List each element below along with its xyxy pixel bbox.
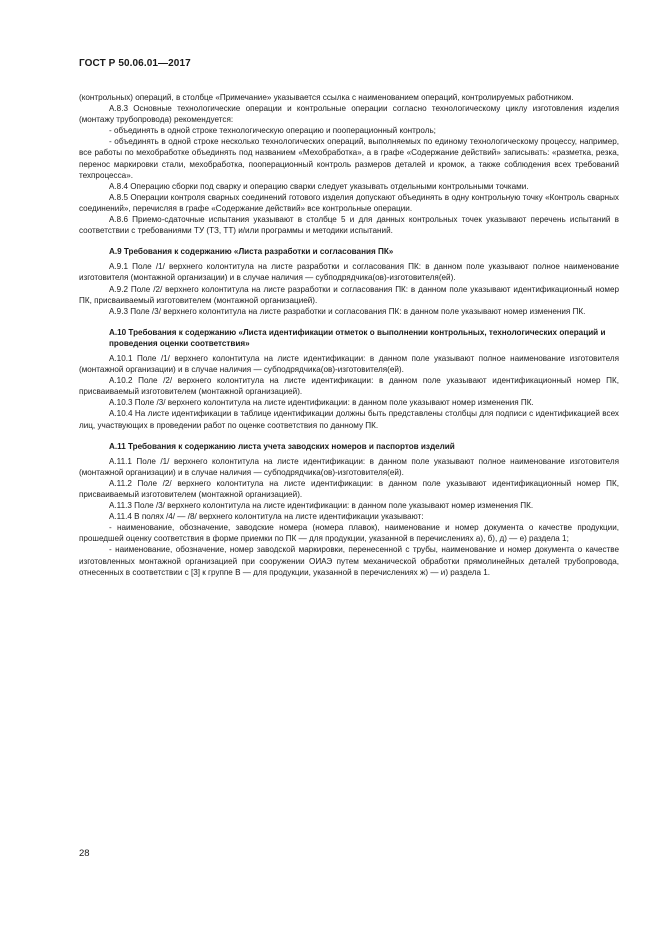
clause-a11-4-list xyxy=(79,522,619,577)
clause-a8-4: А.8.4 Операцию сборки под сварку и операцию сварки следует указывать отдельными контрольными точками. xyxy=(109,181,529,191)
clause-a8-3: А.8.3 Основные технологические операции и контрольные операции согласно технологическому циклу изготовления изделия (монтажу трубопровода) рекомендуется: xyxy=(79,104,619,125)
clause-a11-2: А.11.2 Поле /2/ верхнего колонтитула на листе идентификации: в данном поле указывают идентификационный номер ПК, присваиваемый изготовителем (монтажной организацией). xyxy=(79,478,619,499)
clause-a8-5: А.8.5 Операции контроля сварных соединений готового изделия допускают объединять в одну контрольную точку «Контроль сварных соединений», перечисляя в графе «Содержание действий» все контрольные операции. xyxy=(79,192,619,213)
section-a10-heading: А.10 Требования к содержанию «Листа идентификации отметок о выполнении контрольных, технологических операций и проведения оценки соответствия» xyxy=(109,327,606,348)
list-item: - объединять в одной строке несколько технологических операций, выполняемых по единому технологическому процессу, например, все работы по мехобработке объединять под названием «Мехобработка», а в графе «Содержание действий» записывать: «разметка, резка, перенос маркировки стали, мехобработка, пооперационный контроль размеров деталей и кромок, а также соблюдения всех требований техпроцесса». xyxy=(79,137,619,180)
clause-a11-1: А.11.1 Поле /1/ верхнего колонтитула на листе идентификации: в данном поле указывают полное наименование изготовителя (монтажной организации) и в случае наличия — субподрядчика(ов)-изготовителя(ей). xyxy=(79,456,619,477)
section-a9-heading: А.9 Требования к содержанию «Листа разработки и согласования ПК» xyxy=(109,247,394,257)
section-a11-heading: А.11 Требования к содержанию листа учета заводских номеров и паспортов изделий xyxy=(109,441,455,451)
clause-a10-4: А.10.4 На листе идентификации в таблице идентификации должны быть представлены столбцы для подписи с идентификацией всех лиц, участвующих в проведении работ по оценке соответствия по данному ПК. xyxy=(79,409,619,430)
clause-a8-3-list xyxy=(79,125,619,180)
list-item: - наименование, обозначение, номер заводской маркировки, перенесенной с трубы, наименование и номер документа о качестве изготовленных монтажной организацией при сооружении ОИАЭ путем механической обработки прямолинейных деталей трубопровода, отнесенных в соответствии с [3] к группе В — для продукции, указанной в перечислениях ж) — и) раздела 1. xyxy=(79,545,619,577)
intro-paragraph: (контрольных) операций, в столбце «Примечание» указывается ссылка с наименованием операций, контролируемых работником. xyxy=(79,93,574,102)
clause-a9-2: А.9.2 Поле /2/ верхнего колонтитула на листе разработки и согласования ПК: в данном поле указывают идентификационный номер ПК, присваиваемый изготовителем (монтажной организацией). xyxy=(79,284,619,305)
document-header: ГОСТ Р 50.06.01—2017 xyxy=(79,58,191,69)
clause-a9-1: А.9.1 Поле /1/ верхнего колонтитула на листе разработки и согласования ПК: в данном поле указывают полное наименование изготовителя (монтажной организации) и в случае наличия — субподрядчика(ов)-изготовителя(ей). xyxy=(79,262,619,283)
list-item: - наименование, обозначение, заводские номера (номера плавок), наименование и номер документа о качестве продукции, прошедшей оценку соответствия в форме приемки по ПК — для продукции, указанной в перечислениях а), б), д) — е) раздела 1; xyxy=(79,523,619,544)
clause-a10-2: А.10.2 Поле /2/ верхнего колонтитула на листе идентификации: в данном поле указывают идентификационный номер ПК, присваиваемый изготовителем (монтажной организацией). xyxy=(79,376,619,397)
page-content xyxy=(79,92,619,578)
clause-a10-1: А.10.1 Поле /1/ верхнего колонтитула на листе идентификации: в данном поле указывают полное наименование изготовителя (монтажной организации) и в случае наличия — субподрядчика(ов)-изготовителя(ей). xyxy=(79,353,619,375)
clause-a8-6: А.8.6 Приемо-сдаточные испытания указывают в столбце 5 и для данных контрольных точек указывают перечень испытаний в соответствии с требованиями ТУ (ТЗ, ТТ) и/или программы и методики испытаний. xyxy=(79,215,619,236)
clause-a11-3: А.11.3 Поле /3/ верхнего колонтитула на листе идентификации: в данном поле указывают номер изменения ПК. xyxy=(109,501,534,511)
list-item: - объединять в одной строке технологическую операцию и пооперационный контроль; xyxy=(109,126,436,136)
clause-a10-3: А.10.3 Поле /3/ верхнего колонтитула на листе идентификации: в данном поле указывают номер изменения ПК. xyxy=(109,398,534,408)
clause-a11-4: А.11.4 В полях /4/ — /8/ верхнего колонтитула на листе идентификации указывают: xyxy=(109,512,424,522)
clause-a9-3: А.9.3 Поле /3/ верхнего колонтитула на листе разработки и согласования ПК: в данном поле указывают номер изменения ПК. xyxy=(109,306,586,316)
page-number: 28 xyxy=(79,848,90,859)
